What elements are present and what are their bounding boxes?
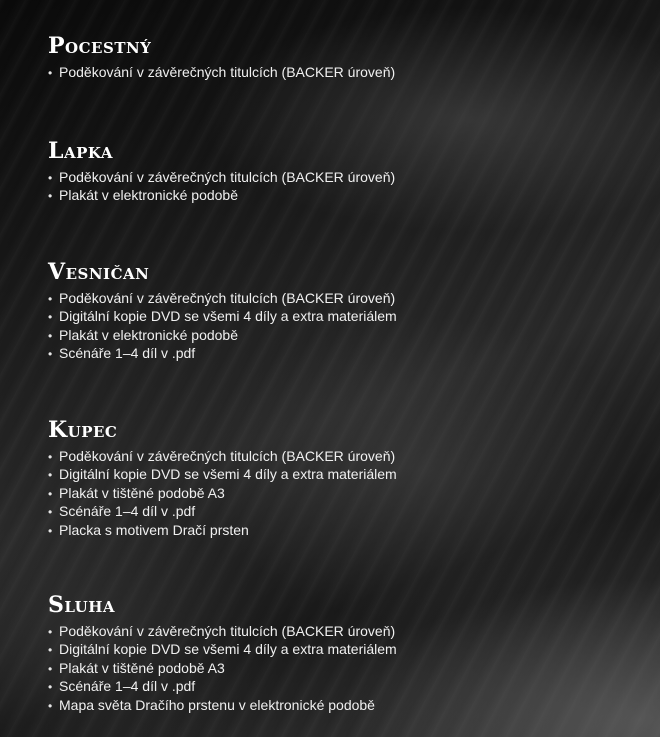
perk-text: Scénáře 1–4 díl v .pdf bbox=[59, 503, 196, 520]
bullet-icon: • bbox=[48, 523, 53, 538]
perk-item bbox=[48, 327, 397, 345]
bullet-icon: • bbox=[48, 698, 53, 713]
bullet-icon: • bbox=[48, 347, 53, 362]
perk-text: Plakát v elektronické podobě bbox=[59, 187, 238, 204]
tier-sluha bbox=[48, 593, 397, 715]
tier-title: Sluha bbox=[48, 592, 116, 618]
perk-item bbox=[48, 64, 395, 82]
perk-list bbox=[48, 64, 395, 82]
perk-item bbox=[48, 522, 397, 540]
tier-title: Kupec bbox=[48, 417, 118, 443]
perk-text: Digitální kopie DVD se všemi 4 díly a extra materiálem bbox=[59, 308, 397, 325]
perk-list bbox=[48, 448, 397, 540]
perk-text: Poděkování v závěrečných titulcích (BACKER úroveň) bbox=[59, 169, 396, 185]
perk-item bbox=[48, 503, 397, 521]
perk-list bbox=[48, 290, 397, 364]
perk-item bbox=[48, 641, 397, 659]
bullet-icon: • bbox=[48, 292, 53, 306]
perk-text: Poděkování v závěrečných titulcích (BACKER úroveň) bbox=[59, 64, 396, 80]
bullet-icon: • bbox=[48, 643, 53, 658]
perk-list bbox=[48, 623, 397, 715]
perk-text: Poděkování v závěrečných titulcích (BACKER úroveň) bbox=[59, 448, 396, 464]
perk-text: Poděkování v závěrečných titulcích (BACKER úroveň) bbox=[59, 623, 396, 639]
perk-item bbox=[48, 623, 397, 641]
bullet-icon: • bbox=[48, 450, 53, 464]
perk-item bbox=[48, 678, 397, 696]
perk-item bbox=[48, 169, 395, 187]
perk-item bbox=[48, 697, 397, 715]
perk-item bbox=[48, 660, 397, 678]
perk-text: Scénáře 1–4 díl v .pdf bbox=[59, 345, 196, 362]
perk-item bbox=[48, 187, 395, 205]
perk-item bbox=[48, 485, 397, 503]
tier-lapka bbox=[48, 139, 395, 206]
perk-item bbox=[48, 290, 397, 308]
bullet-icon: • bbox=[48, 328, 53, 343]
bullet-icon: • bbox=[48, 171, 53, 185]
bullet-icon: • bbox=[48, 66, 53, 80]
tier-title: Lapka bbox=[48, 138, 113, 164]
perk-text: Poděkování v závěrečných titulcích (BACKER úroveň) bbox=[59, 290, 396, 306]
bullet-icon: • bbox=[48, 505, 53, 520]
perk-text: Plakát v elektronické podobě bbox=[59, 326, 238, 343]
bullet-icon: • bbox=[48, 310, 53, 325]
perk-text: Digitální kopie DVD se všemi 4 díly a extra materiálem bbox=[59, 466, 397, 483]
perk-item bbox=[48, 345, 397, 363]
perk-item bbox=[48, 448, 397, 466]
tier-title: Vesničan bbox=[48, 259, 150, 285]
perk-text: Mapa světa Dračího prstenu v elektronické podobě bbox=[59, 696, 375, 713]
tier-vesnican bbox=[48, 260, 397, 364]
perk-item bbox=[48, 308, 397, 326]
bullet-icon: • bbox=[48, 468, 53, 483]
perk-text: Plakát v tištěné podobě A3 bbox=[59, 484, 225, 501]
bullet-icon: • bbox=[48, 661, 53, 676]
perk-item bbox=[48, 466, 397, 484]
tier-kupec bbox=[48, 418, 397, 540]
bullet-icon: • bbox=[48, 680, 53, 695]
perk-text: Digitální kopie DVD se všemi 4 díly a extra materiálem bbox=[59, 641, 397, 658]
perk-text: Placka s motivem Dračí prsten bbox=[59, 521, 249, 538]
bullet-icon: • bbox=[48, 625, 53, 639]
perk-text: Plakát v tištěné podobě A3 bbox=[59, 659, 225, 676]
perk-list bbox=[48, 169, 395, 206]
perk-text: Scénáře 1–4 díl v .pdf bbox=[59, 678, 196, 695]
tier-title: Pocestný bbox=[48, 33, 152, 59]
bullet-icon: • bbox=[48, 189, 53, 204]
bullet-icon: • bbox=[48, 486, 53, 501]
tier-pocestny bbox=[48, 34, 395, 82]
